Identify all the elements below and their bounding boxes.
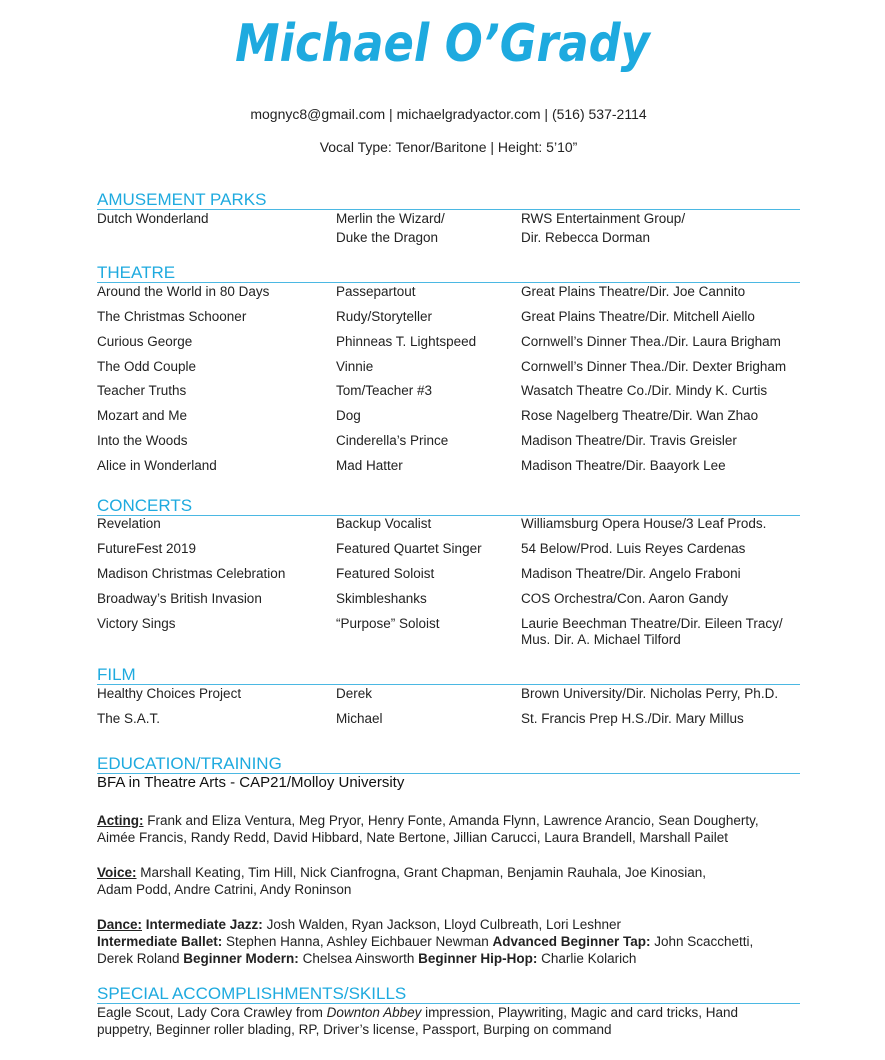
- credit-company: Madison Theatre/Dir. Travis Greisler: [521, 433, 737, 448]
- credit-role: Phinneas T. Lightspeed: [336, 334, 477, 349]
- credit-show: Revelation: [97, 516, 161, 531]
- dance-modern-teachers: Chelsea Ainsworth: [298, 951, 419, 966]
- credit-company: Laurie Beechman Theatre/Dir. Eileen Tracy/: [521, 616, 783, 631]
- credit-show: Madison Christmas Celebration: [97, 566, 286, 581]
- credit-show: Mozart and Me: [97, 408, 188, 423]
- skills-text-cont: impression, Playwriting, Magic and card tricks, Hand: [421, 1005, 739, 1020]
- skills-list: [97, 1004, 797, 1038]
- section-header-film: FILM: [97, 666, 800, 685]
- section-header-skills: SPECIAL ACCOMPLISHMENTS/SKILLS: [97, 985, 800, 1004]
- credit-role: Featured Soloist: [336, 566, 435, 581]
- credit-role: Featured Quartet Singer: [336, 541, 482, 556]
- credit-company: Cornwell’s Dinner Thea./Dir. Dexter Brigham: [521, 359, 787, 374]
- credit-role: “Purpose” Soloist: [336, 616, 440, 631]
- actor-name: Michael O’Grady: [235, 14, 650, 74]
- dance-ballet-teachers: Stephen Hanna, Ashley Eichbauer Newman: [222, 934, 493, 949]
- credit-company: Great Plains Theatre/Dir. Mitchell Aiello: [521, 309, 755, 324]
- dance-jazz-label: Intermediate Jazz:: [142, 917, 263, 932]
- voice-label: Voice:: [97, 865, 137, 880]
- acting-label: Acting:: [97, 813, 144, 828]
- dance-tap-label: Advanced Beginner Tap:: [492, 934, 651, 949]
- credit-role: Skimbleshanks: [336, 591, 427, 606]
- credit-role: Tom/Teacher #3: [336, 383, 433, 398]
- credit-company: Wasatch Theatre Co./Dir. Mindy K. Curtis: [521, 383, 768, 398]
- dance-ballet-label: Intermediate Ballet:: [97, 934, 223, 949]
- credit-company: Great Plains Theatre/Dir. Joe Cannito: [521, 284, 746, 299]
- section-header-education: EDUCATION/TRAINING: [97, 755, 800, 774]
- dance-tap-teachers-cont: Derek Roland: [97, 951, 184, 966]
- section-header-amusement-parks: AMUSEMENT PARKS: [97, 191, 800, 210]
- dance-modern-label: Beginner Modern:: [183, 951, 299, 966]
- credit-role: Dog: [336, 408, 361, 423]
- section-header-concerts: CONCERTS: [97, 497, 800, 516]
- credit-show: The Odd Couple: [97, 359, 197, 374]
- credit-role: Passepartout: [336, 284, 416, 299]
- credit-role: Backup Vocalist: [336, 516, 432, 531]
- credit-show: Broadway’s British Invasion: [97, 591, 262, 606]
- credit-company: Williamsburg Opera House/3 Leaf Prods.: [521, 516, 767, 531]
- credit-show: The S.A.T.: [97, 711, 161, 726]
- skills-text-line2: puppetry, Beginner roller blading, RP, Driver’s license, Passport, Burping on command: [97, 1022, 612, 1037]
- credit-show: Alice in Wonderland: [97, 458, 217, 473]
- voice-teachers: Marshall Keating, Tim Hill, Nick Cianfrogna, Grant Chapman, Benjamin Rauhala, Joe Kinosian,: [136, 865, 707, 880]
- acting-training: [97, 812, 797, 846]
- dance-hiphop-label: Beginner Hip-Hop:: [418, 951, 538, 966]
- credit-role: Merlin the Wizard/: [336, 211, 445, 226]
- section-header-theatre: THEATRE: [97, 264, 800, 283]
- credit-show: Around the World in 80 Days: [97, 284, 270, 299]
- credit-company: Brown University/Dir. Nicholas Perry, Ph.D.: [521, 686, 779, 701]
- credit-show: FutureFest 2019: [97, 541, 197, 556]
- credit-show: Healthy Choices Project: [97, 686, 242, 701]
- dance-label: Dance:: [97, 917, 143, 932]
- credit-company: Rose Nagelberg Theatre/Dir. Wan Zhao: [521, 408, 759, 423]
- credit-company: Cornwell’s Dinner Thea./Dir. Laura Brigham: [521, 334, 781, 349]
- credit-company: 54 Below/Prod. Luis Reyes Cardenas: [521, 541, 746, 556]
- credit-role: Vinnie: [336, 359, 374, 374]
- credit-company: Madison Theatre/Dir. Baayork Lee: [521, 458, 726, 473]
- credit-show: Into the Woods: [97, 433, 188, 448]
- credit-company: Mus. Dir. A. Michael Tilford: [521, 632, 681, 647]
- credit-show: Dutch Wonderland: [97, 211, 209, 226]
- credit-show: Teacher Truths: [97, 383, 187, 398]
- acting-teachers-cont: Aimée Francis, Randy Redd, David Hibbard, Nate Bertone, Jillian Carucci, Laura Brandell, Marshall Pailet: [97, 830, 729, 845]
- credit-show: The Christmas Schooner: [97, 309, 247, 324]
- degree: BFA in Theatre Arts - CAP21/Molloy University: [97, 774, 405, 791]
- credit-role: Cinderella’s Prince: [336, 433, 449, 448]
- contact-line: mognyc8@gmail.com | michaelgradyactor.com | (516) 537-2114: [250, 106, 647, 122]
- voice-training: [97, 864, 797, 898]
- credit-role: Duke the Dragon: [336, 230, 439, 245]
- vocal-line: Vocal Type: Tenor/Baritone | Height: 5’10”: [319, 139, 578, 155]
- voice-teachers-cont: Adam Podd, Andre Catrini, Andy Roninson: [97, 882, 352, 897]
- dance-training: [97, 916, 797, 967]
- credit-company: Madison Theatre/Dir. Angelo Fraboni: [521, 566, 741, 581]
- credit-role: Derek: [336, 686, 373, 701]
- credit-company: RWS Entertainment Group/: [521, 211, 686, 226]
- credit-show: Victory Sings: [97, 616, 176, 631]
- credit-company: St. Francis Prep H.S./Dir. Mary Millus: [521, 711, 744, 726]
- credit-role: Mad Hatter: [336, 458, 403, 473]
- dance-jazz-teachers: Josh Walden, Ryan Jackson, Lloyd Culbreath, Lori Leshner: [262, 917, 622, 932]
- credit-show: Curious George: [97, 334, 193, 349]
- dance-hiphop-teachers: Charlie Kolarich: [537, 951, 637, 966]
- credit-company: COS Orchestra/Con. Aaron Gandy: [521, 591, 729, 606]
- credit-role: Michael: [336, 711, 383, 726]
- skills-italic: Downton Abbey: [326, 1005, 422, 1020]
- dance-tap-teachers: John Scacchetti,: [650, 934, 754, 949]
- acting-teachers: Frank and Eliza Ventura, Meg Pryor, Henry Fonte, Amanda Flynn, Lawrence Arancio, Sean Dougherty,: [143, 813, 759, 828]
- credit-role: Rudy/Storyteller: [336, 309, 433, 324]
- credit-company: Dir. Rebecca Dorman: [521, 230, 651, 245]
- skills-text: Eagle Scout, Lady Cora Crawley from: [97, 1005, 327, 1020]
